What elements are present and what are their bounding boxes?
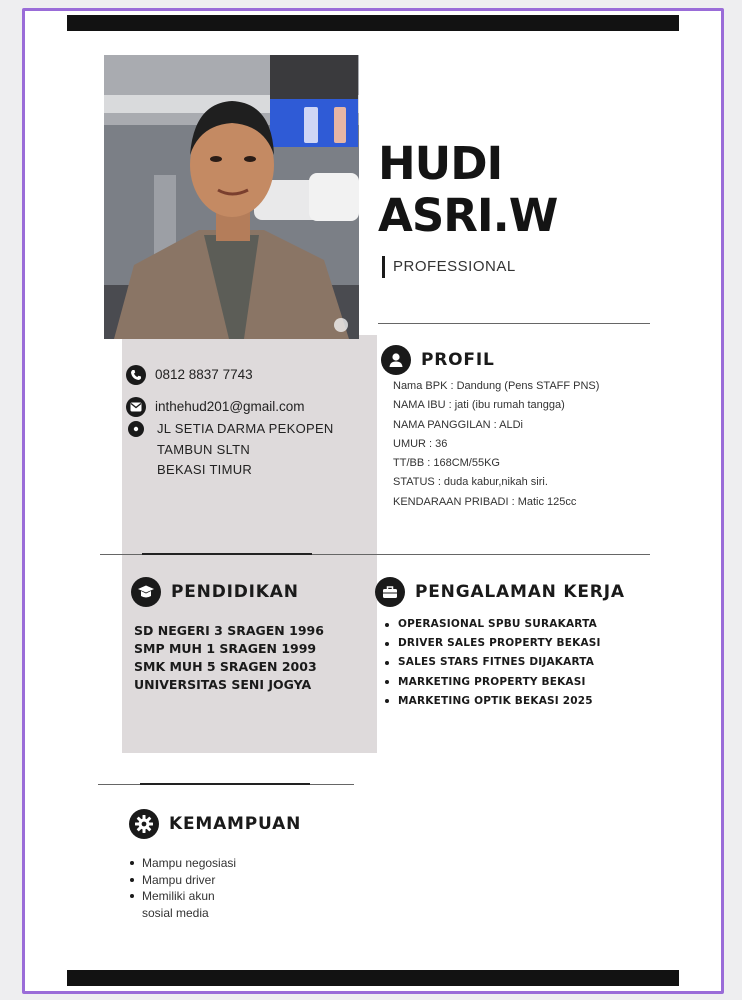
location-pin-icon [128,421,144,437]
address-line-3: BEKASI TIMUR [157,462,253,477]
phone-icon [126,365,146,385]
pendidikan-header [131,577,299,607]
profil-line: STATUS : duda kabur,nikah siri. [393,476,548,489]
kemampuan-heading: KEMAMPUAN [169,814,302,834]
user-icon [381,345,411,375]
pengalaman-list [384,615,601,711]
person-name [378,138,557,242]
profil-line: KENDARAAN PRIBADI : Matic 125cc [393,495,577,508]
graduation-cap-icon [131,577,161,607]
profil-line: Nama BPK : Dandung (Pens STAFF PNS) [393,380,600,392]
divider-lower-accent [140,783,310,785]
phone-number: 0812 8837 7743 [155,367,253,382]
contact-email [126,397,305,417]
divider-under-name [378,323,650,324]
kemampuan-list [128,855,236,921]
pengalaman-heading: PENGALAMAN KERJA [415,582,625,602]
pengalaman-item: MARKETING OPTIK BEKASI 2025 [384,692,601,711]
profil-line: UMUR : 36 [393,437,448,450]
email-address: inthehud201@gmail.com [155,399,305,414]
kemampuan-item: Memiliki akun sosial media [128,888,236,921]
profil-line: TT/BB : 168CM/55KG [393,457,500,470]
pendidikan-list [134,622,324,694]
address-block [157,419,334,481]
profil-details [393,377,599,512]
kemampuan-header [129,809,301,839]
name-line-2: ASRI.W [378,189,558,242]
pendidikan-heading: PENDIDIKAN [171,582,299,602]
contact-address [126,419,334,481]
pengalaman-item: SALES STARS FITNES DIJAKARTA [384,653,601,672]
email-icon [126,397,146,417]
pengalaman-item: OPERASIONAL SPBU SURAKARTA [384,615,601,634]
name-line-1: HUDI [378,137,503,190]
pengalaman-item: MARKETING PROPERTY BEKASI [384,673,601,692]
pendidikan-item: SMP MUH 1 SRAGEN 1999 [134,641,317,656]
pendidikan-item: UNIVERSITAS SENI JOGYA [134,677,312,692]
pengalaman-item: DRIVER SALES PROPERTY BEKASI [384,634,601,653]
briefcase-icon [375,577,405,607]
bottom-bar [67,970,679,986]
contact-phone [126,365,253,385]
address-line-2: TAMBUN SLTN [157,441,251,457]
profil-line: NAMA IBU : jati (ibu rumah tangga) [393,399,565,412]
profil-line: NAMA PANGGILAN : ALDi [393,418,524,431]
profile-photo [104,55,359,339]
profil-heading: PROFIL [421,350,495,370]
tagline: PROFESSIONAL [382,256,516,278]
pendidikan-item: SMK MUH 5 SRAGEN 2003 [134,659,317,674]
gear-icon [129,809,159,839]
divider-middle-accent [142,553,312,555]
pengalaman-header [375,577,625,607]
address-line-1: JL SETIA DARMA PEKOPEN [157,421,334,436]
pendidikan-item: SD NEGERI 3 SRAGEN 1996 [134,623,324,638]
top-bar [67,15,679,31]
kemampuan-item: Mampu driver [128,872,236,889]
profil-header [381,345,495,375]
kemampuan-item: Mampu negosiasi [128,855,236,872]
